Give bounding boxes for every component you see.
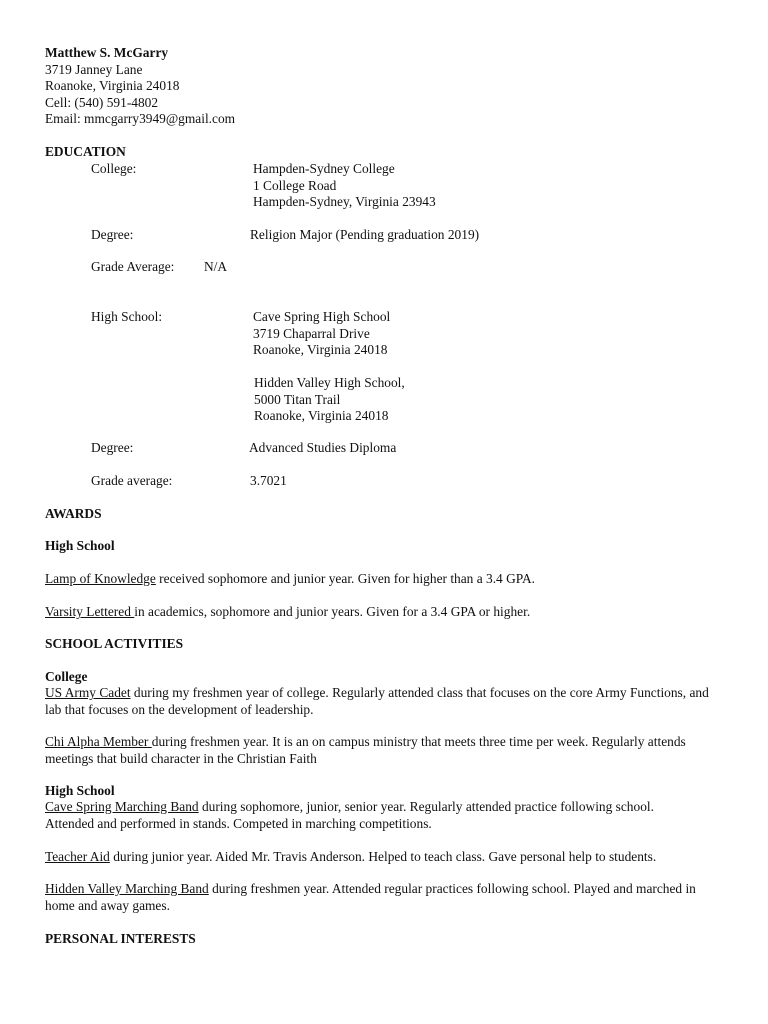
high-school-2-address: [254, 375, 405, 425]
awards-subheading: High School: [45, 538, 115, 553]
high-school-2-name: Hidden Valley High School,: [254, 375, 405, 390]
hs-grade-value: 3.7021: [250, 473, 287, 488]
activity-title: US Army Cadet: [45, 685, 131, 700]
contact-block: [45, 45, 235, 128]
activity-title: Cave Spring Marching Band: [45, 799, 199, 814]
high-school-label: High School:: [91, 309, 163, 324]
high-school-1-name: Cave Spring High School: [253, 309, 391, 324]
activities-college-heading: College: [45, 669, 88, 684]
award-description: received sophomore and junior year. Given for higher than a 3.4 GPA.: [155, 571, 536, 586]
high-school-2-city: Roanoke, Virginia 24018: [254, 408, 389, 423]
email-address: Email: mmcgarry3949@gmail.com: [45, 111, 236, 126]
award-description: in academics, sophomore and junior years. Given for a 3.4 GPA or higher.: [134, 604, 531, 619]
activities-high-school-heading: High School: [45, 783, 115, 798]
college-name: Hampden-Sydney College: [253, 161, 395, 176]
college-label: College:: [91, 161, 137, 176]
college-city: Hampden-Sydney, Virginia 23943: [253, 194, 436, 209]
college-degree-value: Religion Major (Pending graduation 2019): [250, 227, 480, 242]
personal-interests-heading: PERSONAL INTERESTS: [45, 931, 196, 946]
college-grade-label: Grade Average:: [91, 259, 175, 274]
college-degree-label: Degree:: [91, 227, 134, 242]
high-school-2-street: 5000 Titan Trail: [254, 391, 341, 407]
activity-title: Teacher Aid: [45, 849, 110, 864]
award-title: Varsity Lettered: [45, 604, 135, 619]
high-school-1-street: 3719 Chaparral Drive: [253, 325, 370, 341]
activity-item: [45, 734, 725, 767]
award-item: [45, 604, 530, 621]
high-school-1-address: [253, 309, 390, 359]
activity-description: during junior year. Aided Mr. Travis Anderson. Helped to teach class. Gave personal help to students.: [109, 849, 657, 864]
activity-description: during my freshmen year of college. Regularly attended class that focuses on the core Army Functions, and lab that focuses on the development of leadership.: [45, 685, 709, 717]
awards-heading: AWARDS: [45, 506, 102, 521]
activity-description: during freshmen year. Attended regular practices following school. Played and marched in home and away games.: [45, 881, 696, 913]
activities-heading: SCHOOL ACTIVITIES: [45, 636, 184, 651]
education-heading: EDUCATION: [45, 144, 126, 159]
high-school-1-city: Roanoke, Virginia 24018: [253, 342, 388, 357]
activity-description: during freshmen year. It is an on campus ministry that meets three time per week. Regularly attends meetings that build character in the Christian Faith: [45, 734, 686, 766]
hs-degree-value: Advanced Studies Diploma: [249, 440, 397, 455]
award-title: Lamp of Knowledge: [45, 571, 156, 586]
cell-phone: Cell: (540) 591-4802: [45, 94, 159, 110]
street-address: 3719 Janney Lane: [45, 61, 143, 77]
applicant-name: Matthew S. McGarry: [45, 45, 169, 60]
hs-degree-label: Degree:: [91, 440, 134, 455]
activity-item: [45, 849, 656, 866]
activity-title: Chi Alpha Member: [45, 734, 152, 749]
college-grade-value: N/A: [204, 259, 228, 274]
award-item: [45, 571, 535, 588]
activity-item: [45, 881, 725, 914]
city-state-zip: Roanoke, Virginia 24018: [45, 78, 180, 93]
activity-title: Hidden Valley Marching Band: [45, 881, 209, 896]
college-street: 1 College Road: [253, 177, 337, 193]
activity-item: [45, 685, 725, 718]
activity-item: [45, 799, 695, 832]
activity-description: during sophomore, junior, senior year. Regularly attended practice following school. Attended and performed in stands. Competed in marching competitions.: [45, 799, 654, 831]
hs-grade-label: Grade average:: [91, 473, 173, 488]
college-address: [253, 161, 436, 211]
